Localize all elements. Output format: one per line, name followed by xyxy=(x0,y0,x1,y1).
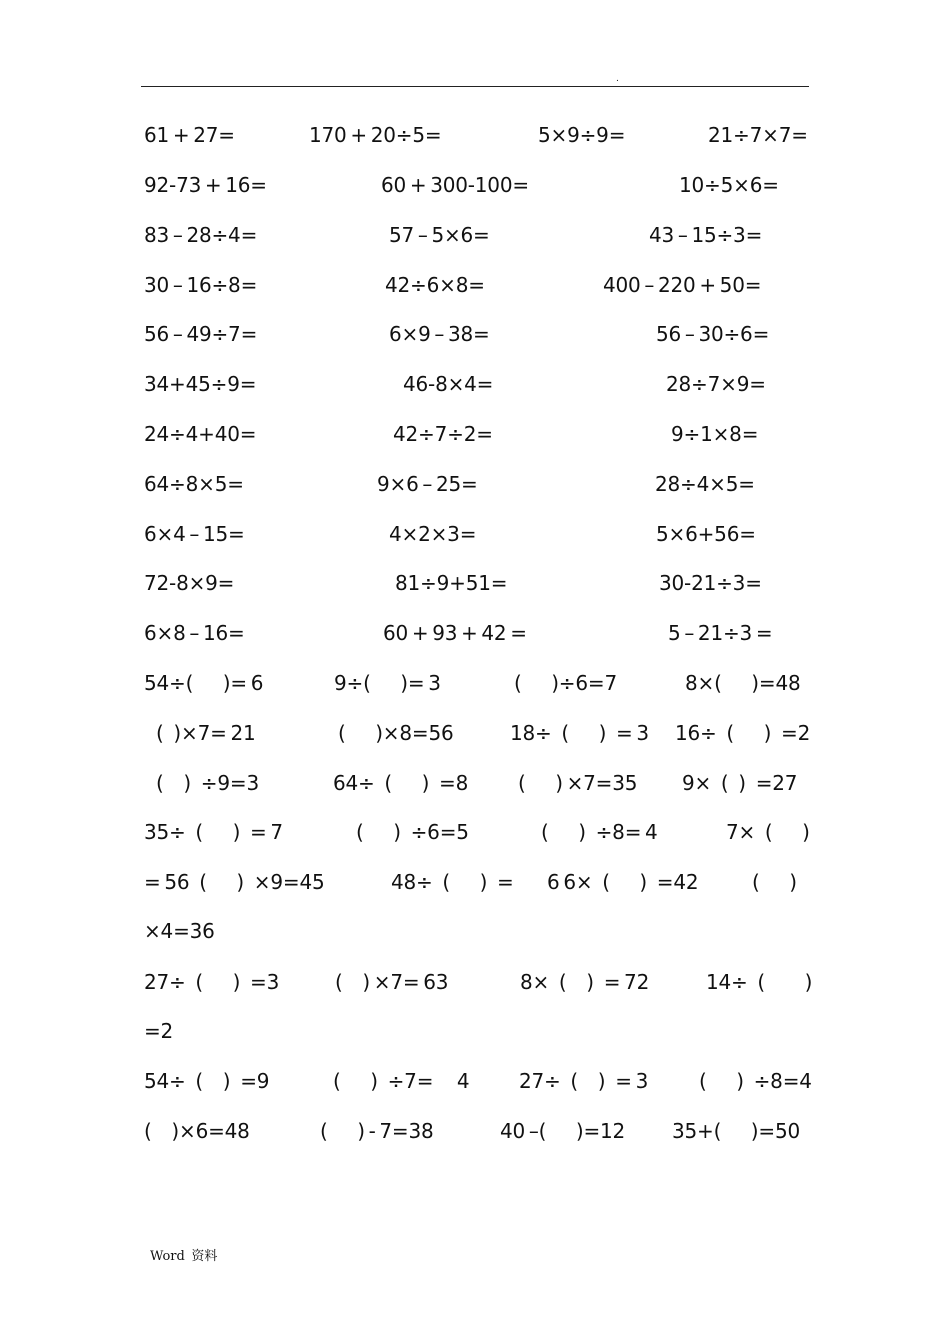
blank-problem: ( )÷6=7 xyxy=(514,671,617,695)
blank-problem-row xyxy=(0,718,950,748)
problem: 28÷4×5= xyxy=(655,472,755,496)
problem: 46-8×4= xyxy=(403,372,494,396)
problem: 56 – 30÷6= xyxy=(656,322,770,346)
blank-problem: 54÷ ( ) =9 xyxy=(144,1069,270,1093)
problem: 5×9÷9= xyxy=(538,123,626,147)
problem: 92-73 + 16= xyxy=(144,173,267,197)
blank-problem: ( ) ÷9=3 xyxy=(156,771,259,795)
blank-problem: ( ) - 7=38 xyxy=(320,1119,434,1143)
blank-problem: ( )×7= 21 xyxy=(156,721,256,745)
blank-problem: 9÷( )= 3 xyxy=(334,671,441,695)
problem: 64÷8×5= xyxy=(144,472,244,496)
problem-row xyxy=(0,170,950,200)
blank-problem: 7× ( ) xyxy=(726,820,810,844)
problem: 72-8×9= xyxy=(144,571,235,595)
blank-problem-row xyxy=(0,867,950,897)
blank-problem-row xyxy=(0,1116,950,1146)
problem: 30-21÷3= xyxy=(659,571,762,595)
problem: 5×6+56= xyxy=(656,522,756,546)
blank-problem: 6 6× ( ) =42 xyxy=(547,870,699,894)
blank-problem: 18÷ ( ) = 3 xyxy=(510,721,649,745)
problem: 6×9 – 38= xyxy=(389,322,490,346)
problem-row xyxy=(0,568,950,598)
problem: 6×4 – 15= xyxy=(144,522,245,546)
problem: 28÷7×9= xyxy=(666,372,766,396)
blank-problem: 48÷ ( ) = xyxy=(391,870,514,894)
blank-problem: ( ) ÷6=5 xyxy=(356,820,469,844)
problem: 81÷9+51= xyxy=(395,571,508,595)
blank-problem: ( ) ÷8=4 xyxy=(699,1069,812,1093)
problem: 60 + 93 + 42 = xyxy=(383,621,527,645)
blank-problem: ×4=36 xyxy=(144,919,215,943)
blank-problem-row xyxy=(0,1066,950,1096)
problem-row xyxy=(0,469,950,499)
problem: 5 – 21÷3 = xyxy=(668,621,773,645)
problem: 9×6 – 25= xyxy=(377,472,478,496)
problem: 24÷4+40= xyxy=(144,422,257,446)
problem: 30 – 16÷8= xyxy=(144,273,258,297)
blank-problem: ( ) ÷7= 4 xyxy=(333,1069,470,1093)
blank-problem: ( ) ×7=35 xyxy=(518,771,638,795)
blank-problem: 27÷ ( ) = 3 xyxy=(519,1069,649,1093)
problem-row xyxy=(0,369,950,399)
problem: 57 – 5×6= xyxy=(389,223,490,247)
blank-problem: ( )×8=56 xyxy=(338,721,454,745)
blank-problem: 9× ( ) =27 xyxy=(682,771,798,795)
problem: 42÷7÷2= xyxy=(393,422,493,446)
blank-problem: 27÷ ( ) =3 xyxy=(144,970,280,994)
blank-problem-row xyxy=(0,817,950,847)
blank-problem: =2 xyxy=(144,1019,174,1043)
blank-problem: 54÷( )= 6 xyxy=(144,671,264,695)
problem: 43 – 15÷3= xyxy=(649,223,763,247)
problem: 61 + 27= xyxy=(144,123,235,147)
blank-problem: ( ) ×7= 63 xyxy=(335,970,449,994)
problem-row xyxy=(0,419,950,449)
blank-problem: 35+( )=50 xyxy=(672,1119,801,1143)
problem: 4×2×3= xyxy=(389,522,477,546)
footer-text: Word 资料 xyxy=(150,1249,218,1264)
problem-row xyxy=(0,519,950,549)
blank-problem-row xyxy=(0,668,950,698)
blank-problem: 8×( )=48 xyxy=(685,671,801,695)
blank-problem: ( ) xyxy=(752,870,797,894)
problem-row xyxy=(0,220,950,250)
blank-problem: 40 –( )=12 xyxy=(500,1119,626,1143)
blank-problem: 14÷ ( ) xyxy=(706,970,813,994)
blank-problem-row xyxy=(0,1016,950,1046)
header-dot: . xyxy=(616,74,619,84)
problem: 170 + 20÷5= xyxy=(309,123,442,147)
blank-problem: ( ) ÷8= 4 xyxy=(541,820,658,844)
problem: 60 + 300-100= xyxy=(381,173,529,197)
blank-problem: 35÷ ( ) = 7 xyxy=(144,820,283,844)
problem: 10÷5×6= xyxy=(679,173,779,197)
problem: 400 – 220 + 50= xyxy=(603,273,762,297)
blank-problem-row xyxy=(0,768,950,798)
problem-row xyxy=(0,319,950,349)
blank-problem: 8× ( ) = 72 xyxy=(520,970,650,994)
problem: 56 – 49÷7= xyxy=(144,322,258,346)
problem: 9÷1×8= xyxy=(671,422,759,446)
problem-row xyxy=(0,618,950,648)
problem-row xyxy=(0,270,950,300)
blank-problem: ( )×6=48 xyxy=(144,1119,250,1143)
problem: 34+45÷9= xyxy=(144,372,257,396)
blank-problem: 16÷ ( ) =2 xyxy=(675,721,811,745)
header-rule xyxy=(141,86,809,87)
problem: 83 – 28÷4= xyxy=(144,223,258,247)
problem: 42÷6×8= xyxy=(385,273,485,297)
problem: 21÷7×7= xyxy=(708,123,808,147)
blank-problem-row xyxy=(0,916,950,946)
blank-problem: 64÷ ( ) =8 xyxy=(333,771,469,795)
blank-problem-row xyxy=(0,967,950,997)
problem-row xyxy=(0,120,950,150)
problem: 6×8 – 16= xyxy=(144,621,245,645)
blank-problem: = 56 ( ) ×9=45 xyxy=(144,870,325,894)
